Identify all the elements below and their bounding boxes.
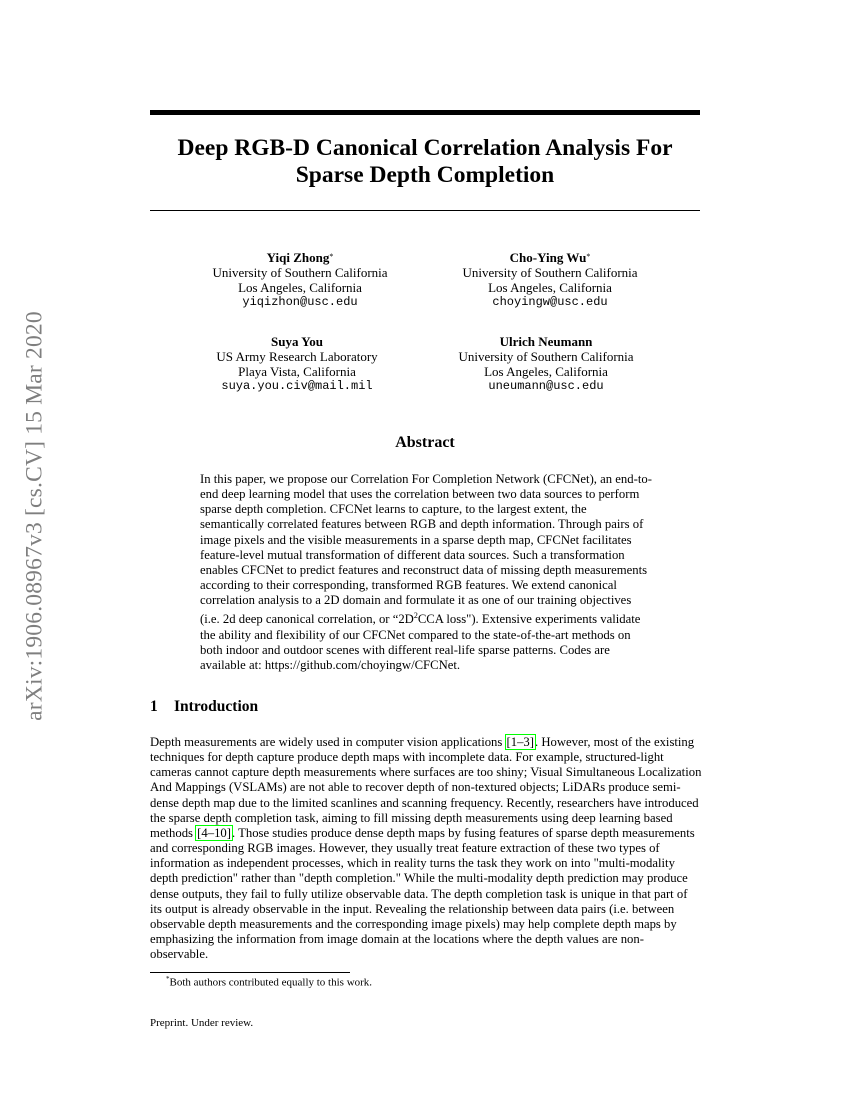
citation-link[interactable]: [4–10] [197, 825, 231, 840]
abstract-superscript: 2 [413, 611, 418, 621]
intro-text-1: Depth measurements are widely used in computer vision applications [150, 735, 506, 749]
equal-contribution-mark: * [586, 252, 591, 261]
title-rule-top [150, 110, 700, 115]
section-title: Introduction [174, 698, 259, 715]
intro-text-3: . Those studies produce dense depth maps by fusing features of sparse depth measurements and corresponding RGB images. However, they usually treat feature extraction of these two types of information as independent processes, which in reality turns the task they work on into "multi-modality depth prediction" rather than "depth completion." While the multi-modality depth prediction may produce dense outputs, they fail to fully utilize observable data. The depth completion task is unique in that part of its output is already observable in the input. Revealing the relationship between data pairs (i.e. between observable depth measurements and the corresponding image pixels) may help complete depth maps by emphasizing the information from image domain at the locations where the depth values are non-observable. [150, 825, 695, 962]
author-name: Ulrich Neumann [499, 334, 593, 349]
author-name: Cho-Ying Wu [509, 250, 587, 265]
abstract-text [200, 472, 652, 673]
arxiv-stamp [10, 286, 60, 746]
title-line-1: Deep RGB-D Canonical Correlation Analysis For [177, 135, 673, 161]
author-email[interactable]: choyingw@usc.edu [492, 295, 608, 309]
preprint-status: Preprint. Under review. [150, 1017, 254, 1029]
paper-title [150, 135, 700, 189]
author-location: Los Angeles, California [488, 280, 612, 295]
author-affiliation: University of Southern California [212, 265, 388, 280]
author-email[interactable]: uneumann@usc.edu [488, 379, 604, 393]
author-affiliation: University of Southern California [458, 349, 634, 364]
abstract-text-part-2: CCA loss"). Extensive experiments validate the ability and flexibility of our CFCNet compared to the state-of-the-art methods on both indoor and outdoor scenes with different real-life sparse patterns. Codes are available at: https://github.com/choyingw/CFCNet. [200, 612, 641, 673]
intro-text-2: . However, most of the existing techniques for depth capture produce depth maps with incomplete data. For example, structured-light cameras cannot capture depth measurements where surfaces are too shiny; Visual Simultaneous Localization And Mappings (VSLAMs) are not able to recover depth of non-textured objects; LiDARs produce semi-dense depth map due to the limited scanlines and scanning frequency. Recently, researchers have introduced the sparse depth completion task, aiming to fill missing depth measurements using deep learning based methods [150, 735, 702, 840]
author-email[interactable]: yiqizhon@usc.edu [242, 295, 358, 309]
section-heading-introduction [150, 698, 258, 716]
abstract-heading: Abstract [395, 434, 455, 451]
footnote-rule [150, 972, 350, 973]
equal-contribution-mark: * [329, 252, 334, 261]
title-rule-bottom [150, 210, 700, 211]
abstract-text-part-1: In this paper, we propose our Correlation For Completion Network (CFCNet), an end-to-end deep learning model that uses the correlation between two data sources to perform sparse depth completion. CFCNet learns to capture, to the largest extent, the semantically correlated features between RGB and depth information. Through pairs of image pixels and the visible measurements in a sparse depth map, CFCNet facilitates feature-level mutual transformation of different data sources. Such a transformation enables CFCNet to predict features and reconstruct data of missing depth measurements according to their corresponding, transformed RGB features. We extend canonical correlation analysis to a 2D domain and formulate it as one of our training objectives (i.e. 2d deep canonical correlation, or “2D [200, 472, 652, 627]
author-block-3 [177, 334, 417, 394]
citation-link[interactable]: [1–3] [506, 735, 534, 749]
author-affiliation: University of Southern California [462, 265, 638, 280]
author-location: Los Angeles, California [484, 364, 608, 379]
footnote-text: Both authors contributed equally to this work. [169, 976, 373, 989]
footnote-mark: * [166, 975, 170, 983]
arxiv-stamp-text: arXiv:1906.08967v3 [cs.CV] 15 Mar 2020 [21, 311, 48, 721]
author-location: Playa Vista, California [238, 364, 356, 379]
section-number: 1 [150, 698, 158, 715]
introduction-paragraph [150, 735, 702, 962]
author-name: Yiqi Zhong [266, 250, 330, 265]
author-block-4 [426, 334, 666, 394]
author-block-1 [180, 250, 420, 310]
author-affiliation: US Army Research Laboratory [216, 349, 378, 364]
author-email[interactable]: suya.you.civ@mail.mil [221, 379, 373, 393]
author-block-2 [430, 250, 670, 310]
author-name: Suya You [271, 334, 323, 349]
title-line-2: Sparse Depth Completion [295, 162, 555, 188]
footnote [166, 975, 372, 989]
author-location: Los Angeles, California [238, 280, 362, 295]
